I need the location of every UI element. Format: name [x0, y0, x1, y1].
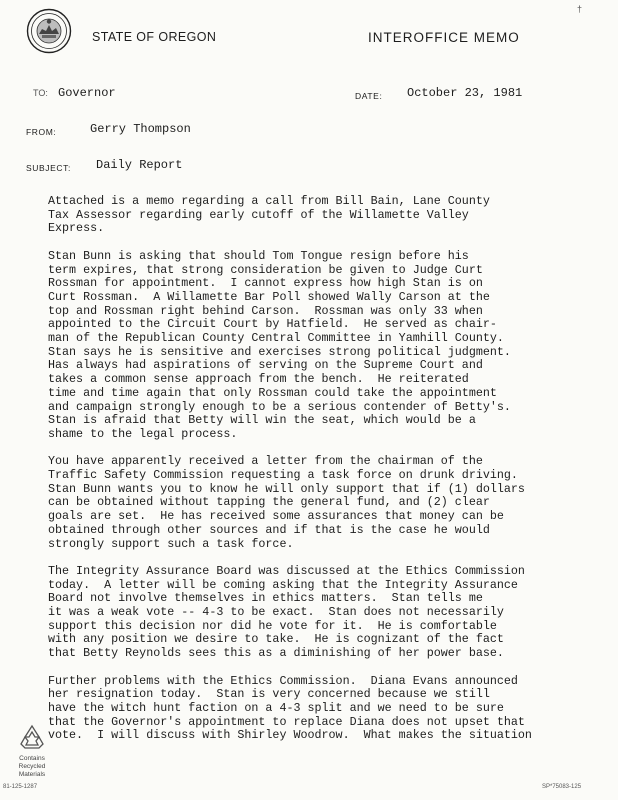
- memo-type: INTEROFFICE MEMO: [368, 30, 520, 45]
- recycle-icon: [17, 724, 47, 750]
- subject-value: Daily Report: [96, 158, 183, 172]
- from-label: FROM:: [26, 127, 57, 137]
- body-paragraph: Stan Bunn is asking that should Tom Tongue resign before his term expires, that strong consideration be given to Judge Curt Rossman for appointment. I cannot express how high Stan is on Curt Rossman. A Willamette Bar Poll showed Wally Carson at the top and Rossman right behind Carson. Rossman was only 33 when appointed to the Circuit Court by Hatfield. He served as chair- man of the Republican County Central Committee in Yamhill County. Stan says he is sensitive and exercises strong political judgment. Has always had aspirations of serving on the Supreme Court and takes a common sense approach from the bench. He reiterated time and time again that only Rossman could take the appointment and campaign strongly enough to be a serious contender of Betty's. Stan is afraid that Betty will win the seat, which would be a shame to the legal process.: [48, 248, 511, 441]
- body-paragraph: Attached is a memo regarding a call from Bill Bain, Lane County Tax Assessor regarding early cutoff of the Willamette Valley Express.: [48, 194, 490, 236]
- subject-label: SUBJECT:: [26, 163, 71, 173]
- date-label: DATE:: [355, 91, 383, 101]
- form-number-right: SP*75083-125: [542, 784, 582, 790]
- recycle-text: Contains Recycled Materials: [18, 755, 46, 778]
- form-number-left: 81-125-1287: [3, 784, 38, 790]
- recycle-block: [8, 724, 56, 779]
- agency-name: STATE OF OREGON: [92, 30, 217, 44]
- state-seal-icon: [26, 8, 72, 54]
- body-paragraph: Further problems with the Ethics Commission. Diana Evans announced her resignation today. Stan is very concerned because we still have the witch hunt faction on a 4-3 split and we need to be sure that the Governor's appointment to replace Diana does not upset that vote. I will discuss with Shirley Woodrow. What makes the situation: [48, 673, 532, 743]
- body-paragraph: You have apparently received a letter from the chairman of the Traffic Safety Commission requesting a task force on drunk driving. Stan Bunn wants you to know he will only support that if (1) dollars can be obtained without tapping the general fund, and (2) clear goals are set. He has received some assurances that money can be obtained through other sources and if that is the case he would strongly support such a task force.: [48, 454, 525, 551]
- corner-mark: †: [577, 4, 583, 14]
- memo-body: [48, 195, 608, 757]
- to-value: Governor: [58, 86, 116, 100]
- body-paragraph: The Integrity Assurance Board was discussed at the Ethics Commission today. A letter will be coming asking that the Integrity Assurance Board not involve themselves in ethics matters. Stan tells me it was a weak vote -- 4-3 to be exact. Stan does not necessarily support this decision nor did he vote for it. He is comfortable with any position we desire to take. He is cognizant of the fact that Betty Reynolds sees this as a diminishing of her power base.: [48, 563, 525, 661]
- date-value: October 23, 1981: [407, 86, 523, 100]
- from-value: Gerry Thompson: [90, 122, 191, 136]
- to-label: TO:: [33, 88, 48, 98]
